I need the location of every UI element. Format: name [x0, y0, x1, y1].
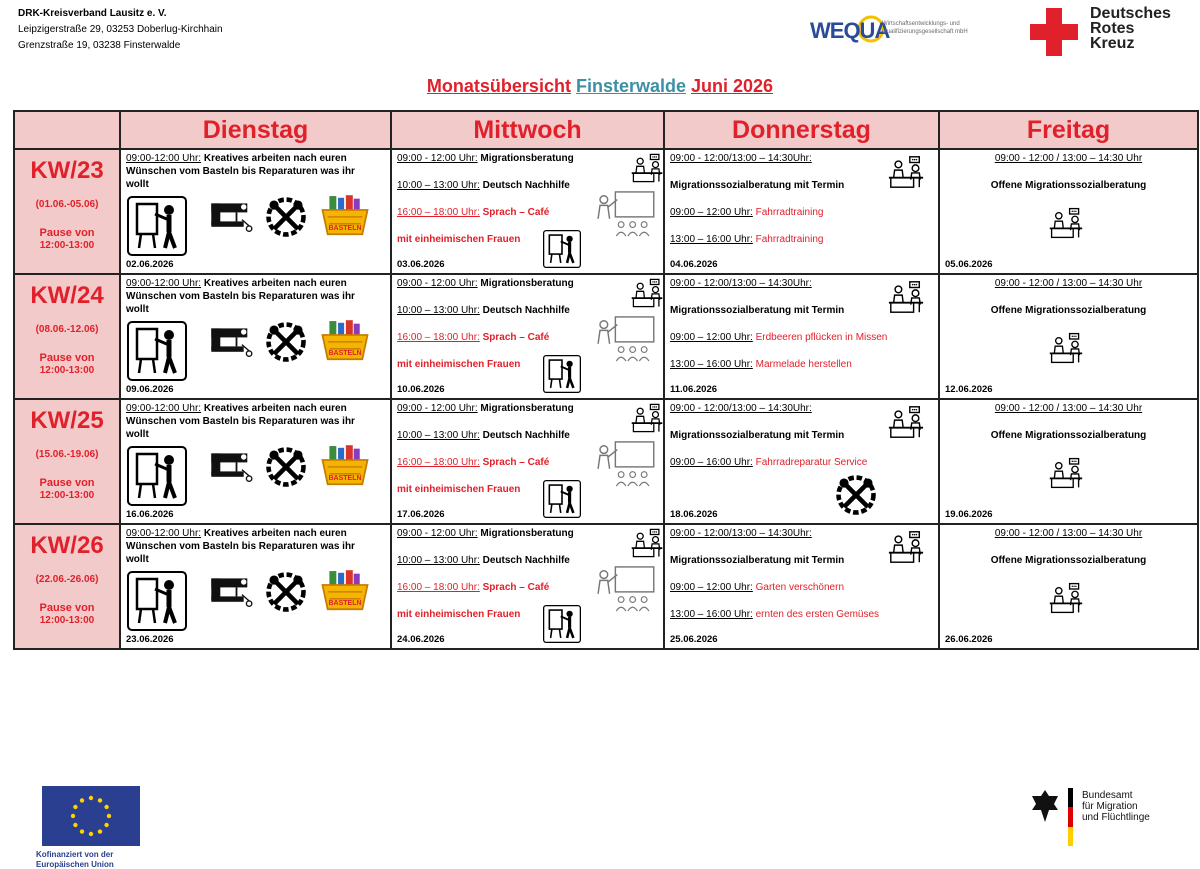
address-line-2: Grenzstraße 19, 03238 Finsterwalde [18, 40, 181, 51]
eu-star [89, 796, 93, 800]
federal-eagle-icon [1030, 788, 1060, 824]
page-title: Monatsübersicht Finsterwalde Juni 2026 [426, 76, 774, 96]
wednesday-date: 10.06.2026 [397, 384, 445, 395]
tuesday-cell [120, 149, 391, 274]
week-cell [14, 149, 120, 274]
friday-cell [939, 149, 1198, 274]
thu-line-3: 09:00 – 12:00 Uhr: Fahrradtraining [670, 207, 824, 218]
pause-time: 12:00-13:00 [39, 365, 95, 376]
week-range: (01.06.-05.06) [35, 199, 99, 210]
pause-time: 12:00-13:00 [39, 615, 95, 626]
tuesday-time: 09:00-12:00 Uhr: [126, 403, 202, 414]
org-name: DRK-Kreisverband Lausitz e. V. [18, 8, 167, 19]
bike-repair-tools-icon [833, 472, 879, 518]
eu-star [80, 798, 84, 802]
friday-cell [939, 399, 1198, 524]
wednesday-cell [391, 274, 664, 399]
eu-star [107, 814, 111, 818]
pause-time: 12:00-13:00 [39, 240, 95, 251]
pause-label: Pause von [39, 227, 95, 239]
tuesday-time: 09:00-12:00 Uhr: [126, 278, 202, 289]
tuesday-text [126, 527, 366, 566]
tools-gear-icon [263, 319, 309, 365]
tuesday-date: 23.06.2026 [126, 634, 174, 645]
week-range: (15.06.-19.06) [35, 449, 99, 460]
wed-line-3: 16:00 – 18:00 Uhr: Sprach – Café [397, 582, 550, 593]
pause-time: 12:00-13:00 [39, 490, 95, 501]
basket-label: BASTELN [328, 600, 362, 607]
tuesday-activity: Kreatives arbeiten nach euren Wünschen vom Basteln bis Reparaturen was ihr wollt [126, 528, 355, 565]
thursday-cell [664, 524, 939, 649]
wed-line-3: 16:00 – 18:00 Uhr: Sprach – Café [397, 332, 550, 343]
tuesday-activity: Kreatives arbeiten nach euren Wünschen vom Basteln bis Reparaturen was ihr wollt [126, 403, 355, 440]
thursday-cell [664, 149, 939, 274]
tuesday-cell [120, 274, 391, 399]
counseling-desk-icon [630, 152, 664, 184]
counseling-desk-icon [1048, 581, 1084, 615]
wednesday-cell [391, 524, 664, 649]
counseling-desk-icon [630, 277, 664, 309]
corner-cell [14, 111, 120, 149]
thu-line-2: Migrationssozialberatung mit Termin [670, 555, 845, 566]
craft-basket-icon [319, 317, 371, 365]
friday-activity: Offene Migrationssozialberatung [990, 180, 1147, 191]
tuesday-text [126, 277, 366, 316]
eu-star [73, 823, 77, 827]
week-row [14, 274, 1198, 399]
week-cell [14, 274, 120, 399]
thu-line-4: 13:00 – 16:00 Uhr: ernten des ersten Gemüses [670, 609, 880, 620]
week-number: KW/26 [30, 532, 104, 559]
thu-line-4: 13:00 – 16:00 Uhr: Marmelade herstellen [670, 359, 852, 370]
thu-line-2: Migrationssozialberatung mit Termin [670, 180, 845, 191]
tuesday-time: 09:00-12:00 Uhr: [126, 153, 202, 164]
wed-line-3: 16:00 – 18:00 Uhr: Sprach – Café [397, 207, 550, 218]
wed-line-4: mit einheimischen Frauen [397, 359, 521, 370]
wednesday-cell [391, 399, 664, 524]
day-header-wednesday: Mittwoch [391, 111, 664, 149]
wednesday-cell [391, 149, 664, 274]
thu-line-2: Migrationssozialberatung mit Termin [670, 430, 845, 441]
address-line-1: Leipzigerstraße 29, 03253 Doberlug-Kirchhain [18, 24, 223, 35]
week-cell [14, 524, 120, 649]
wed-line-2: 10:00 – 13:00 Uhr: Deutsch Nachhilfe [397, 555, 570, 566]
friday-date: 12.06.2026 [945, 384, 993, 395]
bamf-logo [1030, 788, 1190, 848]
wequa-wordmark: WEQUA [810, 18, 890, 43]
thu-line-1: 09:00 - 12:00/13:00 – 14:30Uhr: [670, 528, 812, 539]
wednesday-date: 03.06.2026 [397, 259, 445, 270]
wed-line-1: 09:00 - 12:00 Uhr: Migrationsberatung [397, 528, 574, 539]
thu-line-1: 09:00 - 12:00/13:00 – 14:30Uhr: [670, 153, 812, 164]
tuesday-date: 16.06.2026 [126, 509, 174, 520]
thu-line-2: Migrationssozialberatung mit Termin [670, 305, 845, 316]
wequa-logo [810, 14, 980, 50]
tools-gear-icon [263, 194, 309, 240]
wequa-subtitle: Wirtschaftsentwicklungs- und Qualifizierungsgesellschaft mbH [882, 21, 968, 35]
week-number: KW/23 [30, 157, 104, 184]
friday-activity: Offene Migrationssozialberatung [990, 305, 1147, 316]
eu-star [80, 829, 84, 833]
wed-line-4: mit einheimischen Frauen [397, 484, 521, 495]
tuesday-date: 09.06.2026 [126, 384, 174, 395]
basket-label: BASTELN [328, 475, 362, 482]
eu-star [73, 805, 77, 809]
friday-date: 05.06.2026 [945, 259, 993, 270]
wed-line-1: 09:00 - 12:00 Uhr: Migrationsberatung [397, 403, 574, 414]
day-header-friday: Freitag [939, 111, 1198, 149]
counseling-desk-icon [1048, 206, 1084, 240]
sewing-machine-icon [209, 198, 255, 234]
counseling-desk-icon [887, 529, 925, 565]
painter-small-icon [542, 480, 582, 518]
week-range: (08.06.-12.06) [35, 324, 99, 335]
wed-line-2: 10:00 – 13:00 Uhr: Deutsch Nachhilfe [397, 305, 570, 316]
teacher-class-icon [588, 440, 660, 488]
german-flag-bar [1068, 788, 1073, 846]
eu-star [71, 814, 75, 818]
wed-line-1: 09:00 - 12:00 Uhr: Migrationsberatung [397, 278, 574, 289]
pause-label: Pause von [39, 477, 95, 489]
tuesday-date: 02.06.2026 [126, 259, 174, 270]
eu-funding-logo [36, 786, 146, 869]
tools-gear-icon [263, 444, 309, 490]
bamf-wordmark: Bundesamt für Migration und Flüchtlinge [1082, 790, 1150, 823]
basket-label: BASTELN [328, 225, 362, 232]
sewing-machine-icon [209, 573, 255, 609]
wednesday-date: 24.06.2026 [397, 634, 445, 645]
week-cell [14, 399, 120, 524]
craft-basket-icon [319, 442, 371, 490]
friday-time: 09:00 - 12:00 / 13:00 – 14:30 Uhr [994, 528, 1143, 539]
counseling-desk-icon [1048, 331, 1084, 365]
wednesday-date: 17.06.2026 [397, 509, 445, 520]
tuesday-cell [120, 524, 391, 649]
friday-date: 26.06.2026 [945, 634, 993, 645]
counseling-desk-icon [630, 527, 664, 559]
wed-line-4: mit einheimischen Frauen [397, 609, 521, 620]
friday-time: 09:00 - 12:00 / 13:00 – 14:30 Uhr [994, 403, 1143, 414]
wed-line-4: mit einheimischen Frauen [397, 234, 521, 245]
organization-address [18, 6, 223, 54]
pause-label: Pause von [39, 602, 95, 614]
counseling-desk-icon [1048, 456, 1084, 490]
friday-time: 09:00 - 12:00 / 13:00 – 14:30 Uhr [994, 278, 1143, 289]
thursday-date: 25.06.2026 [670, 634, 718, 645]
friday-cell [939, 524, 1198, 649]
counseling-desk-icon [887, 279, 925, 315]
week-row [14, 399, 1198, 524]
wed-line-2: 10:00 – 13:00 Uhr: Deutsch Nachhilfe [397, 430, 570, 441]
day-header-tuesday: Dienstag [120, 111, 391, 149]
thu-line-3: 09:00 – 12:00 Uhr: Garten verschönern [670, 582, 845, 593]
teacher-class-icon [588, 315, 660, 363]
thursday-date: 04.06.2026 [670, 259, 718, 270]
friday-time: 09:00 - 12:00 / 13:00 – 14:30 Uhr [994, 153, 1143, 164]
friday-cell [939, 274, 1198, 399]
week-range: (22.06.-26.06) [35, 574, 99, 585]
day-header-thursday: Donnerstag [664, 111, 939, 149]
painter-icon [126, 571, 188, 631]
painter-icon [126, 446, 188, 506]
teacher-class-icon [588, 190, 660, 238]
tuesday-activity: Kreatives arbeiten nach euren Wünschen vom Basteln bis Reparaturen was ihr wollt [126, 278, 355, 315]
thu-line-3: 09:00 – 12:00 Uhr: Erdbeeren pflücken in Missen [670, 332, 888, 343]
week-number: KW/24 [30, 282, 104, 309]
thursday-date: 18.06.2026 [670, 509, 718, 520]
painter-icon [126, 321, 188, 381]
thu-line-4: 13:00 – 16:00 Uhr: Fahrradtraining [670, 234, 824, 245]
teacher-class-icon [588, 565, 660, 613]
thursday-cell [664, 274, 939, 399]
eu-flag-icon [42, 786, 140, 846]
red-cross-icon [1030, 8, 1078, 56]
eu-star [98, 798, 102, 802]
week-number: KW/25 [30, 407, 104, 434]
painter-small-icon [542, 355, 582, 393]
thursday-cell [664, 399, 939, 524]
schedule-table [13, 110, 1199, 650]
week-row [14, 149, 1198, 274]
friday-activity: Offene Migrationssozialberatung [990, 430, 1147, 441]
tuesday-time: 09:00-12:00 Uhr: [126, 528, 202, 539]
wed-line-2: 10:00 – 13:00 Uhr: Deutsch Nachhilfe [397, 180, 570, 191]
wed-line-3: 16:00 – 18:00 Uhr: Sprach – Café [397, 457, 550, 468]
tools-gear-icon [263, 569, 309, 615]
thursday-date: 11.06.2026 [670, 384, 718, 395]
eu-star [104, 805, 108, 809]
pause-label: Pause von [39, 352, 95, 364]
counseling-desk-icon [630, 402, 664, 434]
sewing-machine-icon [209, 323, 255, 359]
friday-activity: Offene Migrationssozialberatung [990, 555, 1147, 566]
painter-icon [126, 196, 188, 256]
craft-basket-icon [319, 192, 371, 240]
week-row [14, 524, 1198, 649]
eu-caption: Kofinanziert von der Europäischen Union [36, 850, 114, 869]
eu-star [104, 823, 108, 827]
drk-wordmark: Deutsches Rotes Kreuz [1090, 5, 1171, 52]
header-row [14, 111, 1198, 149]
tuesday-cell [120, 399, 391, 524]
painter-small-icon [542, 605, 582, 643]
drk-logo [1030, 4, 1200, 54]
wed-line-1: 09:00 - 12:00 Uhr: Migrationsberatung [397, 153, 574, 164]
sewing-machine-icon [209, 448, 255, 484]
friday-date: 19.06.2026 [945, 509, 993, 520]
painter-small-icon [542, 230, 582, 268]
thu-line-3: 09:00 – 16:00 Uhr: Fahrradreparatur Service [670, 457, 868, 468]
thu-line-1: 09:00 - 12:00/13:00 – 14:30Uhr: [670, 403, 812, 414]
tuesday-text [126, 152, 366, 191]
basket-label: BASTELN [328, 350, 362, 357]
counseling-desk-icon [887, 404, 925, 440]
craft-basket-icon [319, 567, 371, 615]
eu-star [98, 829, 102, 833]
thu-line-1: 09:00 - 12:00/13:00 – 14:30Uhr: [670, 278, 812, 289]
tuesday-text [126, 402, 366, 441]
counseling-desk-icon [887, 154, 925, 190]
eu-star [89, 832, 93, 836]
tuesday-activity: Kreatives arbeiten nach euren Wünschen vom Basteln bis Reparaturen was ihr wollt [126, 153, 355, 190]
